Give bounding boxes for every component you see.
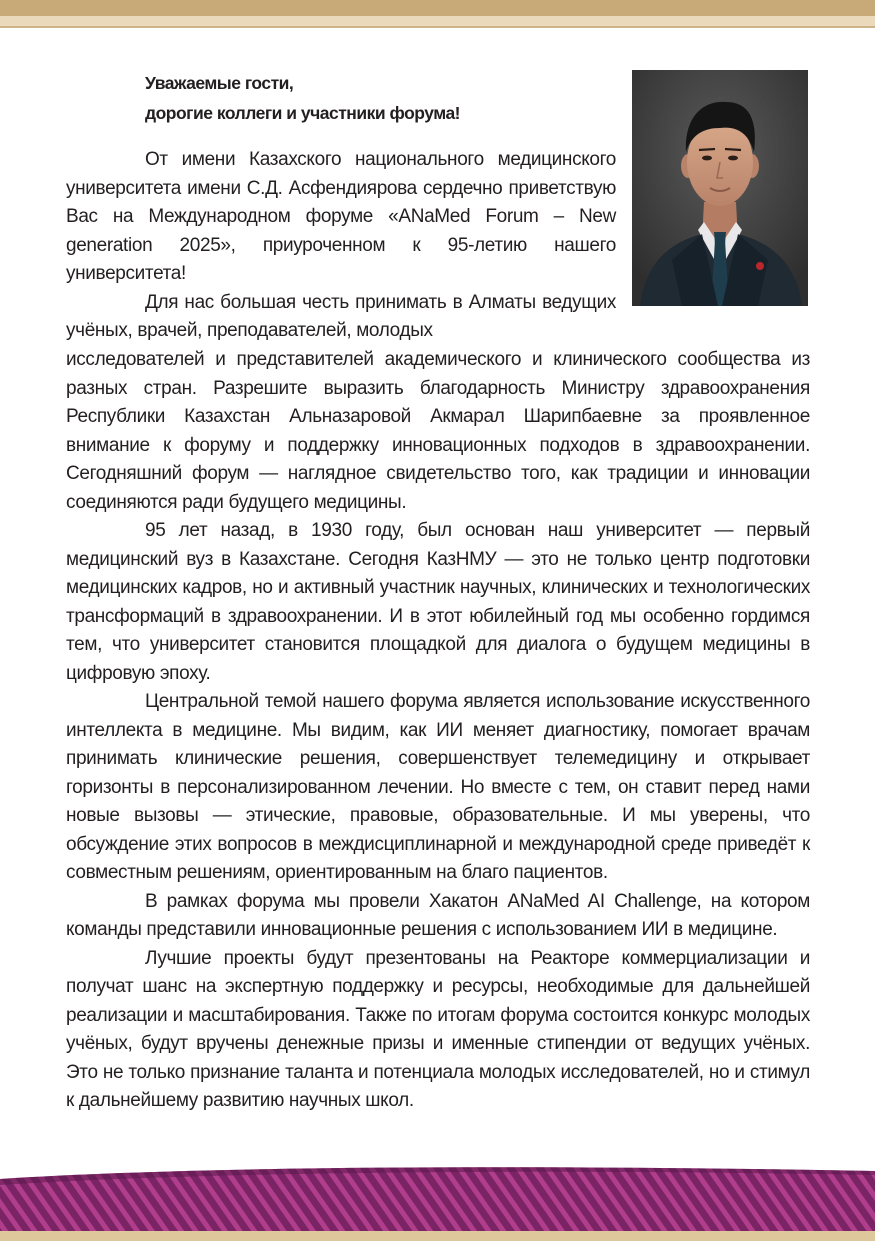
paragraph-welcome: От имени Казахского национального медицинского университета имени С.Д. Асфендиярова сердечно приветствую Вас на Международном форуме «ANaMed Forum – New generation 2025», приуроченном к 95-летию нашего университета! [66,149,616,284]
paragraph-hackathon: В рамках форума мы провели Хакатон ANaMed AI Challenge, на котором команды представили инновационные решения с использованием ИИ в медицине. [66,890,810,940]
top-decorative-band-light [0,16,875,26]
greeting-line-1: Уважаемые гости, [145,73,294,93]
top-decorative-band [0,0,875,16]
bottom-decorative-stripes [0,1165,875,1231]
greeting-heading [145,68,460,128]
paragraph-ai-theme: Центральной темой нашего форума является использование искусственного интеллекта в медицине. Мы видим, как ИИ меняет диагностику, помогает врачам принимать клинические решения, совершенствует телемедицину и открывает горизонты в персонализированном лечении. Но вместе с тем, он ставит перед нами новые вызовы — этические, правовые, образовательные. И мы уверены, что обсуждение этих вопросов в междисциплинарной и международной среде приведёт к совместным решениям, ориентированным на благо пациентов. [66,691,810,883]
top-decorative-line [0,26,875,28]
paragraph-honor-start: Для нас большая честь принимать в Алматы ведущих учёных, врачей, преподавателей, молодых [66,291,616,341]
paragraph-history: 95 лет назад, в 1930 году, был основан наш университет — первый медицинский вуз в Казахстане. Сегодня КазНМУ — это не только центр подготовки медицинских кадров, но и активный участник научных, клинических и технологических трансформаций в здравоохранении. И в этот юбилейный год мы особенно гордимся тем, что университет становится площадкой для диалога о будущем медицины в цифровую эпоху. [66,520,810,684]
portrait-photo [632,70,808,306]
paragraph-honor-continued: исследователей и представителей академического и клинического сообщества из разных стран. Разрешите выразить благодарность Министру здравоохранения Республики Казахстан Альназаровой Акмарал Шарипбаевне за проявленное внимание к форуму и поддержку инновационных подходов в здравоохранении. Сегодняшний форум — наглядное свидетельство того, как традиции и инновации соединяются ради будущего медицины. [66,349,810,513]
paragraph-projects: Лучшие проекты будут презентованы на Реакторе коммерциализации и получат шанс на экспертную поддержку и ресурсы, необходимые для дальнейшей реализации и масштабирования. Также по итогам форума состоится конкурс молодых учёных, будут вручены денежные призы и именные стипендии от ведущих учёных. Это не только признание таланта и потенциала молодых исследователей, но и стимул к дальнейшему развитию научных школ. [66,947,810,1111]
greeting-line-2: дорогие коллеги и участники форума! [145,103,461,123]
bottom-gold-band [0,1231,875,1241]
letter-body-main [66,346,810,1116]
letter-body-top [66,146,616,346]
